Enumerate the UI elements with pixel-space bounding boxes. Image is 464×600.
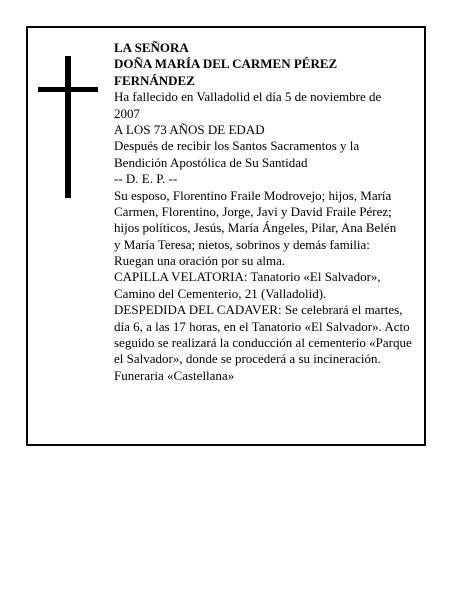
sacraments-line-1: Después de recibir los Santos Sacramentos y la [114,138,360,154]
family-line-1: Su esposo, Florentino Fraile Modrovejo; hijos, María [114,187,392,203]
cross-vertical-bar [65,56,71,198]
sacraments-line-2: Bendición Apostólica de Su Santidad [114,154,308,170]
farewell-line-3: seguido se realizará la conducción al cementerio «Parque [114,335,412,351]
obituary-text [114,40,428,384]
family-line-3: hijos políticos, Jesús, María Ángeles, Pilar, Ana Belén [114,220,397,236]
farewell-line-2: día 6, a las 17 horas, en el Tanatorio «El Salvador». Acto [114,318,410,334]
farewell-line-1: DESPEDIDA DEL CADAVER: Se celebrará el martes, [114,302,403,318]
deceased-name-line-2: FERNÁNDEZ [114,72,195,88]
family-line-4: y María Teresa; nietos, sobrinos y demás familia: [114,236,370,252]
death-date-line-1: Ha fallecido en Valladolid el día 5 de noviembre de [114,89,382,105]
age-line: A LOS 73 AÑOS DE EDAD [114,121,265,137]
family-line-2: Carmen, Florentino, Jorge, Javi y David Fraile Pérez; [114,203,392,219]
notice-heading: LA SEÑORA [114,40,189,55]
rip-line: -- D. E. P. -- [114,171,178,187]
wake-chapel-line-2: Camino del Cementerio, 21 (Valladolid). [114,285,327,301]
farewell-line-4: el Salvador», donde se procederá a su incineración. [114,351,381,367]
death-date-line-2: 2007 [114,105,140,121]
wake-chapel-line-1: CAPILLA VELATORIA: Tanatorio «El Salvador», [114,269,381,285]
cross-icon [38,56,98,198]
deceased-name-line-1: DOÑA MARÍA DEL CARMEN PÉREZ [114,56,338,72]
funeral-home-line: Funeraria «Castellana» [114,367,235,383]
cross-horizontal-bar [38,87,98,92]
obituary-notice [26,26,426,446]
prayer-request-line: Ruegan una oración por su alma. [114,253,286,269]
